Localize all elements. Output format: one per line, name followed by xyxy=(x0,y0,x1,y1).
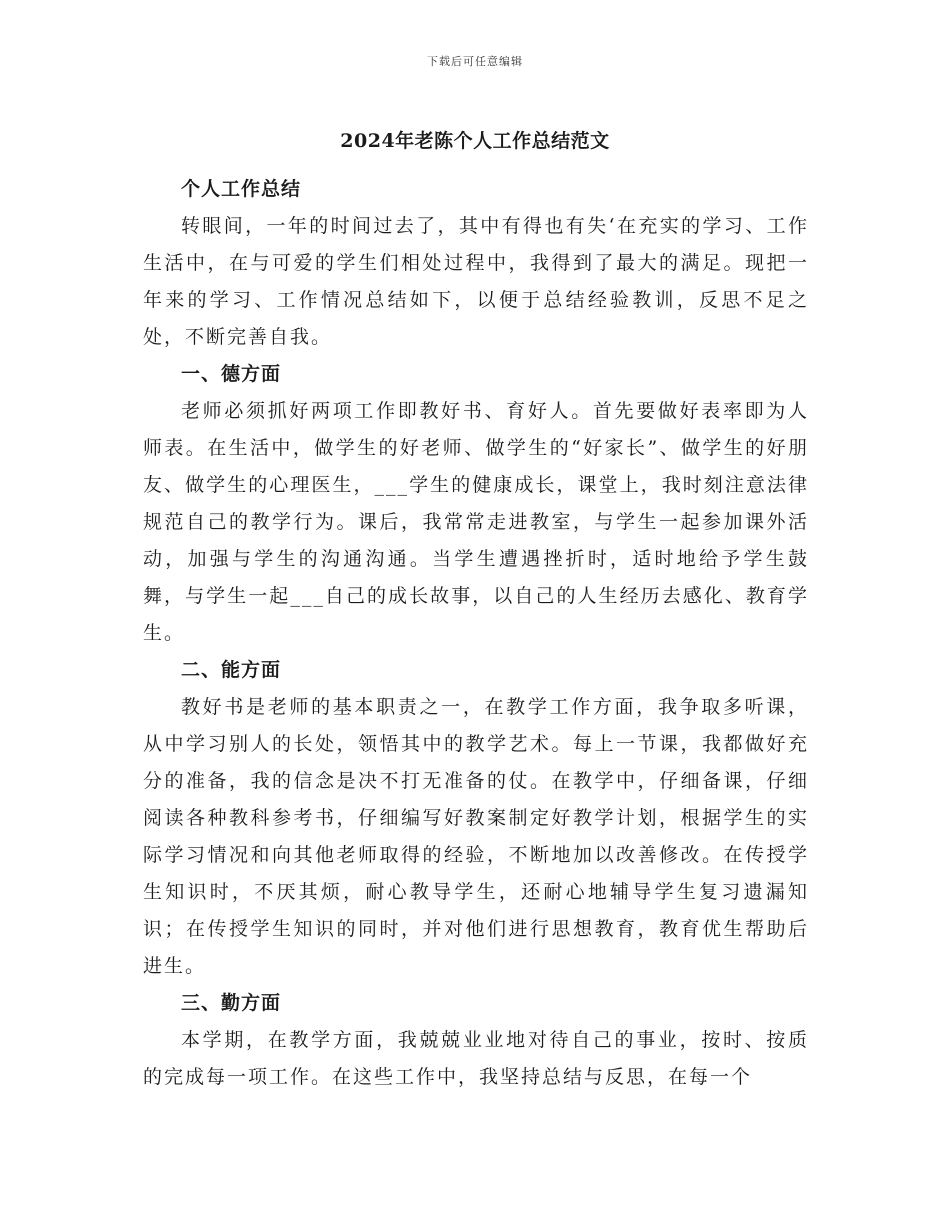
page-header-note: 下载后可任意编辑 xyxy=(427,55,523,68)
section-paragraph-ability: 教好书是老师的基本职责之一，在教学工作方面，我争取多听课，从中学习别人的长处，领悟其中的教学艺术。每上一节课，我都做好充分的准备，我的信念是决不打无准备的仗。在教学中，仔细备课，仔细阅读各种教科参考书，仔细编写好教案制定好教学计划，根据学生的实际学习情况和向其他老师取得的经验，不断地加以改善修改。在传授学生知识时，不厌其烦，耐心教导学生，还耐心地辅导学生复习遗漏知识；在传授学生知识的同时，并对他们进行思想教育，教育优生帮助后进生。 xyxy=(143,696,809,977)
document-title: 2024年老陈个人工作总结范文 xyxy=(340,130,610,152)
document-body xyxy=(143,171,809,1096)
section-heading-diligence: 三、勤方面 xyxy=(181,992,282,1014)
section-paragraph-morality: 老师必须抓好两项工作即教好书、育好人。首先要做好表率即为人师表。在生活中，做学生的好老师、做学生的“好家长”、做学生的好朋友、做学生的心理医生，___学生的健康成长，课堂上，我时刻注意法律规范自己的教学行为。课后，我常常走进教室，与学生一起参加课外活动，加强与学生的沟通沟通。当学生遭遇挫折时，适时地给予学生鼓舞，与学生一起___自己的成长故事，以自己的人生经历去感化、教育学生。 xyxy=(143,400,809,644)
subtitle-heading: 个人工作总结 xyxy=(181,178,302,200)
intro-paragraph: 转眼间，一年的时间过去了，其中有得也有失‘在充实的学习、工作生活中，在与可爱的学生们相处过程中，我得到了最大的满足。现把一年来的学习、工作情况总结如下，以便于总结经验教训，反思不足之处，不断完善自我。 xyxy=(143,215,809,348)
section-paragraph-diligence: 本学期，在教学方面，我兢兢业业地对待自己的事业，按时、按质的完成每一项工作。在这些工作中，我坚持总结与反思，在每一个 xyxy=(143,1029,809,1088)
section-heading-morality: 一、德方面 xyxy=(181,363,282,385)
section-heading-ability: 二、能方面 xyxy=(181,659,282,681)
